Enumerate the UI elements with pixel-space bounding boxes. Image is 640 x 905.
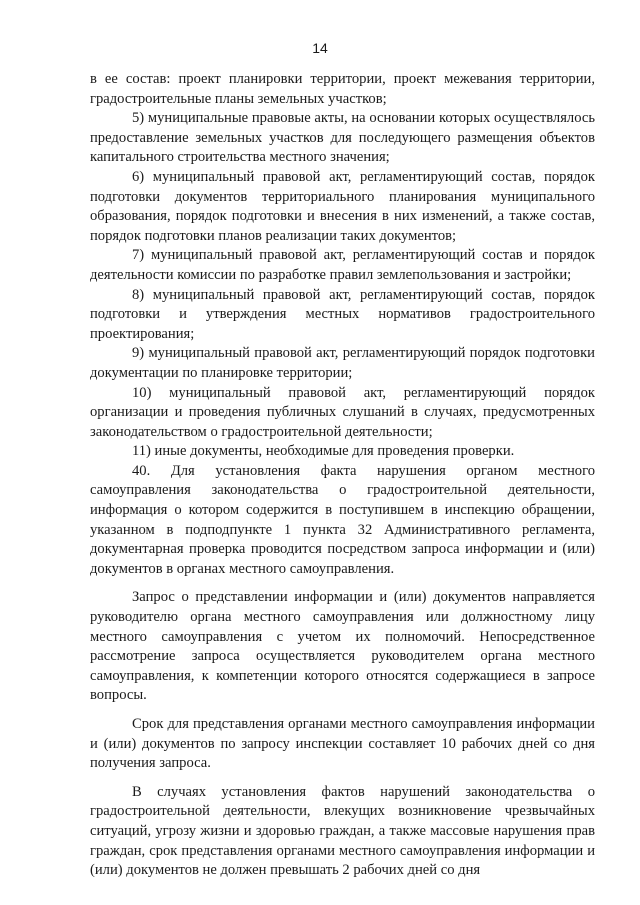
list-item-5: 5) муниципальные правовые акты, на основании которых осуществлялось предоставление земельных участков для последующего размещения объектов капитального строительства местного значения;: [90, 110, 595, 166]
list-item-8: 8) муниципальный правовой акт, регламентирующий состав, порядок подготовки и утверждения местных нормативов градостроительного проектирования;: [90, 286, 595, 342]
list-item-7: 7) муниципальный правовой акт, регламентирующий состав и порядок деятельности комиссии по разработке правил землепользования и застройки;: [90, 247, 595, 283]
page-number: 14: [312, 40, 328, 56]
paragraph-request: Запрос о представлении информации и (или) документов направляется руководителю органа местного самоуправления или должностному лицу местного самоуправления с учетом их полномочий. Непосредственное рассмотрение запроса осуществляется руководителем органа местного самоуправления, к компетенции которого относятся содержащиеся в запросе вопросы.: [90, 589, 595, 704]
list-item-9: 9) муниципальный правовой акт, регламентирующий порядок подготовки документации по планировке территории;: [90, 345, 595, 381]
paragraph-deadline: Срок для представления органами местного самоуправления информации и (или) документов по запросу инспекции составляет 10 рабочих дней со дня получения запроса.: [90, 716, 595, 772]
list-item-6: 6) муниципальный правовой акт, регламентирующий состав, порядок подготовки документов территориального планирования муниципального образования, порядок подготовки и внесения в них изменений, а также состав, порядок подготовки планов реализации таких документов;: [90, 168, 595, 244]
paragraph-continuation: в ее состав: проект планировки территории, проект межевания территории, градостроительные планы земельных участков;: [90, 71, 595, 107]
list-item-10: 10) муниципальный правовой акт, регламентирующий порядок организации и проведения публичных слушаний в случаях, предусмотренных законодательством о градостроительной деятельности;: [90, 384, 595, 440]
paragraph-40: 40. Для установления факта нарушения органом местного самоуправления законодательства о градостроительной деятельности, информация о котором содержится в поступившем в инспекцию обращении, указанном в подподпункте 1 пункта 32 Административного регламента, документарная проверка проводится посредством запроса информации и (или) документов в органах местного самоуправления.: [90, 462, 595, 577]
list-item-11: 11) иные документы, необходимые для проведения проверки.: [132, 443, 515, 460]
document-body: [90, 70, 595, 881]
paragraph-urgent-cases: В случаях установления фактов нарушений законодательства о градостроительной деятельности, влекущих возникновение чрезвычайных ситуаций, угрозу жизни и здоровью граждан, а также массовые нарушения прав граждан, срок представления органами местного самоуправления информации и (или) документов не должен превышать 2 рабочих дней со дня: [90, 783, 595, 879]
